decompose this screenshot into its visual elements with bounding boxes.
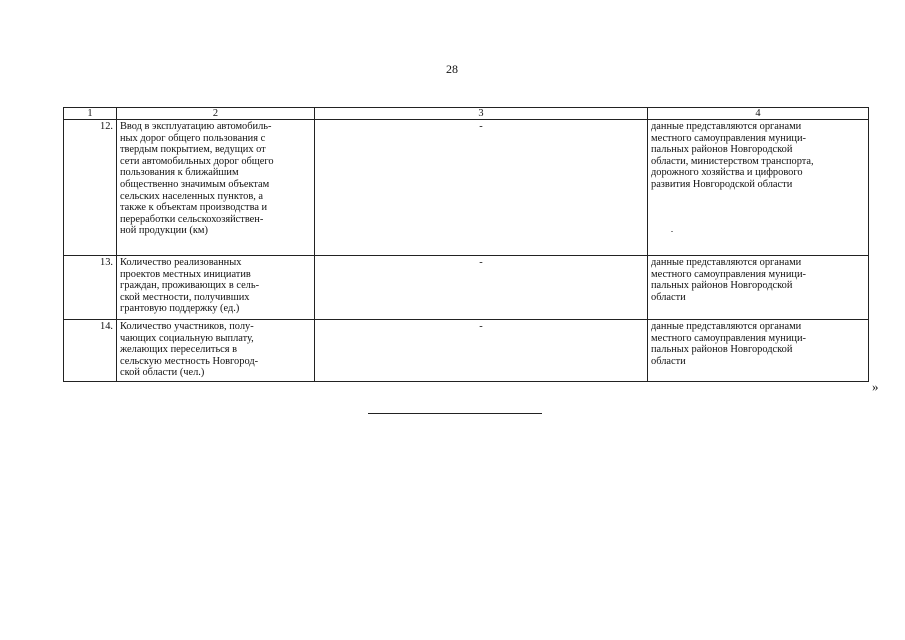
closing-quote: » <box>872 379 879 394</box>
page-number: 28 <box>446 62 458 76</box>
table-row <box>64 320 869 382</box>
data-source: данные представляются органами местного самоуправления муници- пальных районов Новгородской области <box>648 256 869 320</box>
indicator-value: - <box>315 320 648 382</box>
table-header <box>64 108 869 120</box>
indicator-value: - <box>315 256 648 320</box>
indicators-table <box>63 107 869 382</box>
indicator-name: Ввод в эксплуатацию автомобиль- ных дорог общего пользования с твердым покрытием, ведущих от сети автомобильных дорог общего пользования к ближайшим общественно значимым объектам сельских населенных пунктов, а также к объектам производства и переработки сельскохозяйствен- ной продукции (км) <box>117 120 315 256</box>
column-header-1: 1 <box>64 108 117 120</box>
table-body <box>64 120 869 382</box>
column-header-3: 3 <box>315 108 648 120</box>
data-source: данные представляются органами местного самоуправления муници- пальных районов Новгородской области <box>648 320 869 382</box>
table-row <box>64 120 869 256</box>
table-row <box>64 256 869 320</box>
row-number: 12. <box>64 120 117 256</box>
row-number: 13. <box>64 256 117 320</box>
indicator-value: - <box>315 120 648 256</box>
column-header-2: 2 <box>117 108 315 120</box>
end-separator-line <box>368 413 542 414</box>
indicator-name: Количество реализованных проектов местных инициатив граждан, проживающих в сель- ской местности, получивших грантовую поддержку (ед.) <box>117 256 315 320</box>
row-number: 14. <box>64 320 117 382</box>
data-source: данные представляются органами местного самоуправления муници- пальных районов Новгородской области, министерством транспорта, дорожного хозяйства и цифрового развития Новгородской области <box>648 120 869 256</box>
column-header-4: 4 <box>648 108 869 120</box>
header-row <box>64 108 869 120</box>
scan-artifact <box>671 231 673 232</box>
indicator-name: Количество участников, полу- чающих социальную выплату, желающих переселиться в сельскую местность Новгород- ской области (чел.) <box>117 320 315 382</box>
